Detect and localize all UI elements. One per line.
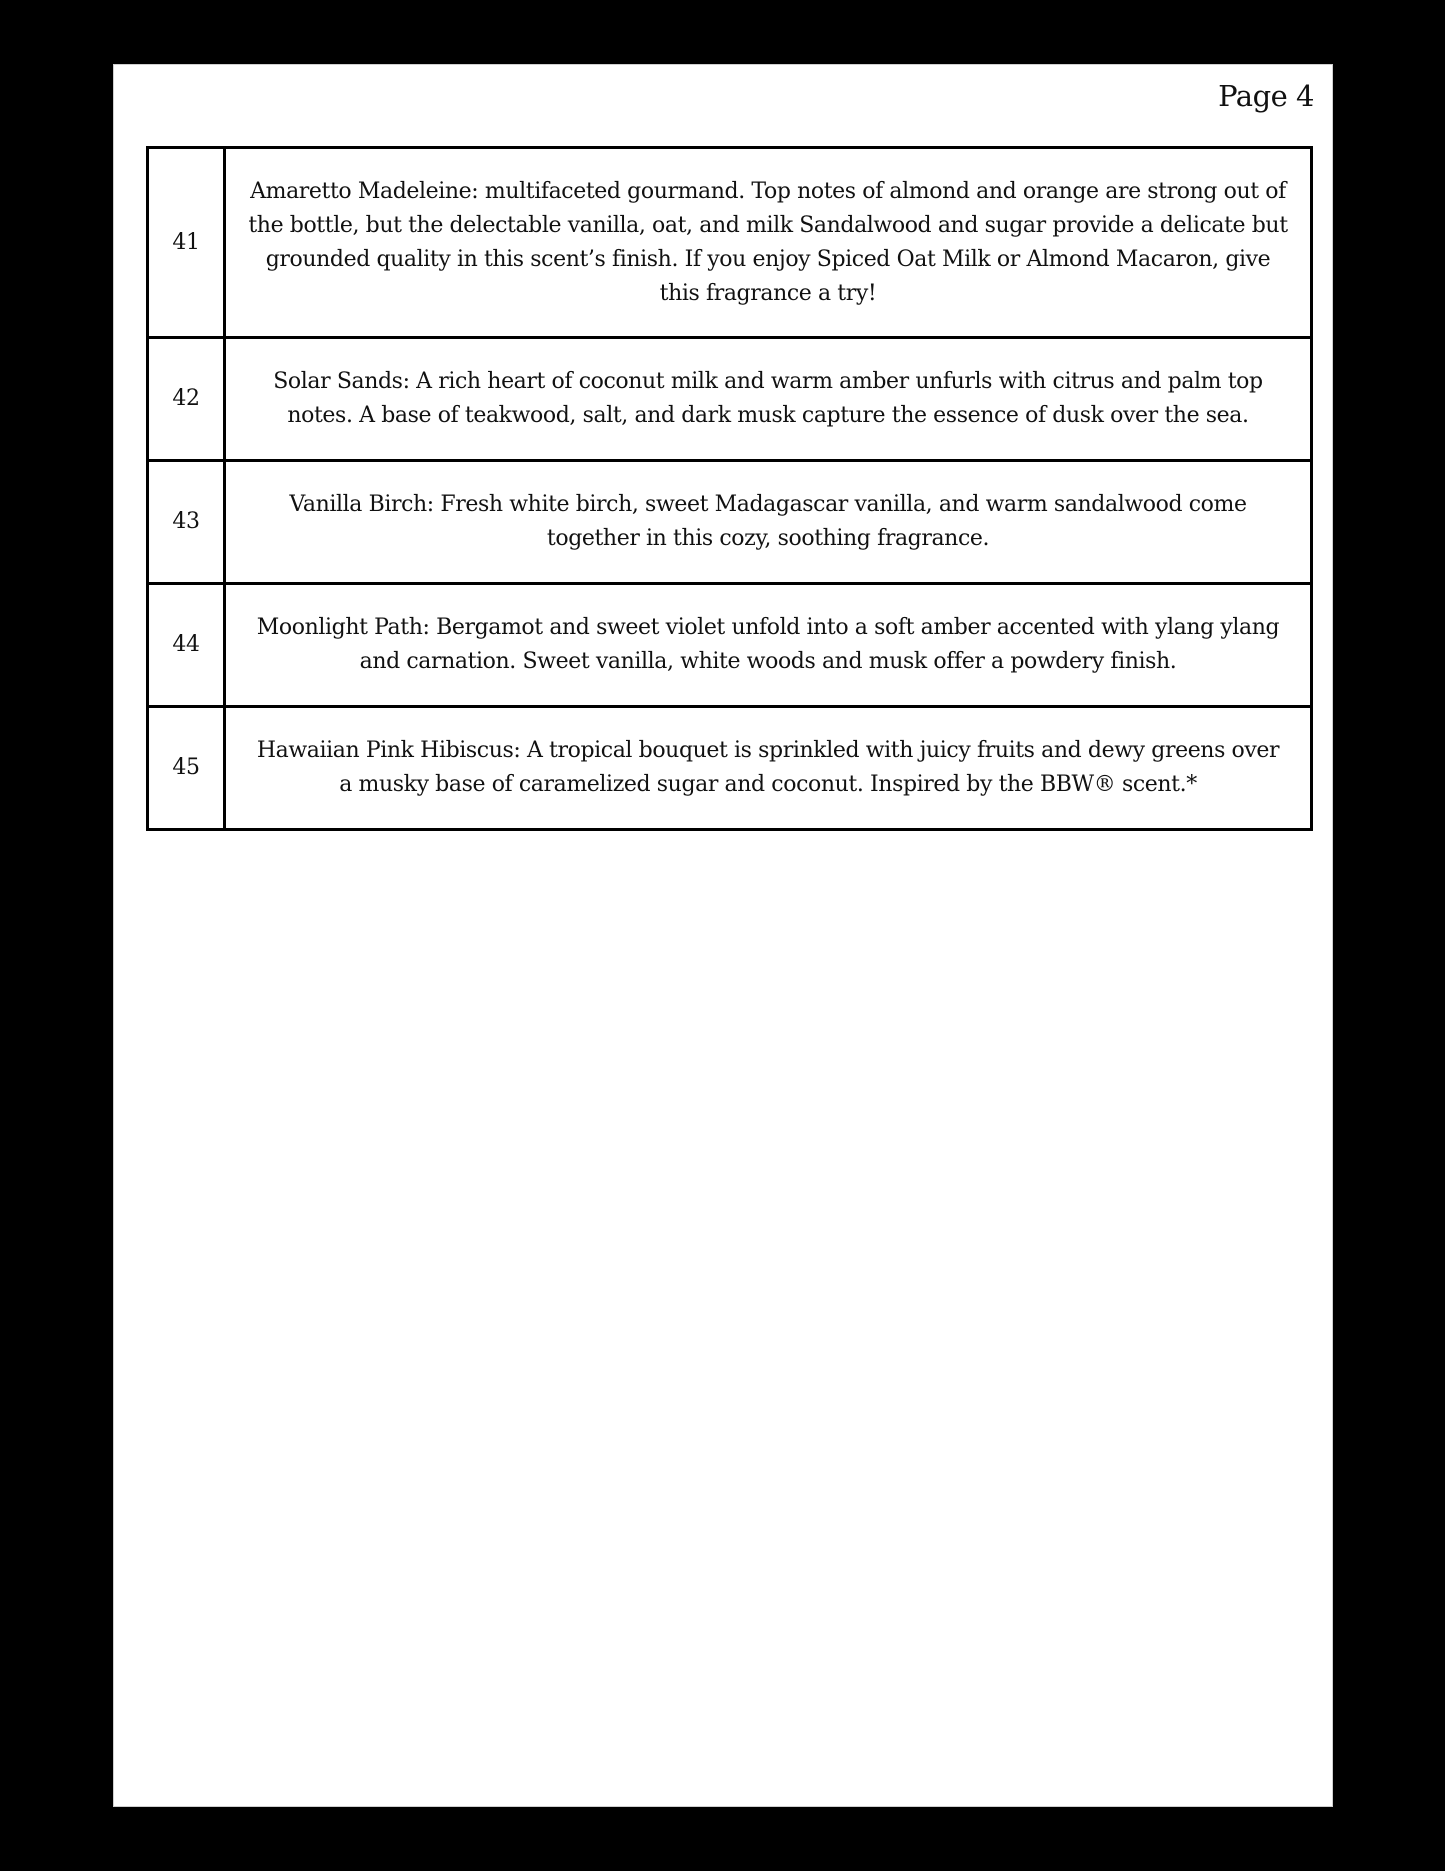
scent-number: 41	[148, 148, 225, 338]
scent-table	[146, 146, 1313, 831]
page-number: Page 4	[1218, 79, 1314, 113]
scent-description: Moonlight Path: Bergamot and sweet violet unfold into a soft amber accented with ylang ylang and carnation. Sweet vanilla, white woods and musk offer a powdery finish.	[225, 584, 1312, 707]
table-row	[148, 707, 1312, 830]
scent-description: Solar Sands: A rich heart of coconut milk and warm amber unfurls with citrus and palm top notes. A base of teakwood, salt, and dark musk capture the essence of dusk over the sea.	[225, 338, 1312, 461]
table-row	[148, 584, 1312, 707]
scent-number: 43	[148, 461, 225, 584]
scent-number: 44	[148, 584, 225, 707]
scent-number: 42	[148, 338, 225, 461]
scent-description: Hawaiian Pink Hibiscus: A tropical bouquet is sprinkled with juicy fruits and dewy greens over a musky base of caramelized sugar and coconut. Inspired by the BBW® scent.*	[225, 707, 1312, 830]
table-row	[148, 338, 1312, 461]
scent-description: Vanilla Birch: Fresh white birch, sweet Madagascar vanilla, and warm sandalwood come together in this cozy, soothing fragrance.	[225, 461, 1312, 584]
table-row	[148, 148, 1312, 338]
document-page	[113, 64, 1333, 1807]
scent-number: 45	[148, 707, 225, 830]
table-row	[148, 461, 1312, 584]
scent-description: Amaretto Madeleine: multifaceted gourmand. Top notes of almond and orange are strong out of the bottle, but the delectable vanilla, oat, and milk Sandalwood and sugar provide a delicate but grounded quality in this scent’s finish. If you enjoy Spiced Oat Milk or Almond Macaron, give this fragrance a try!	[225, 148, 1312, 338]
